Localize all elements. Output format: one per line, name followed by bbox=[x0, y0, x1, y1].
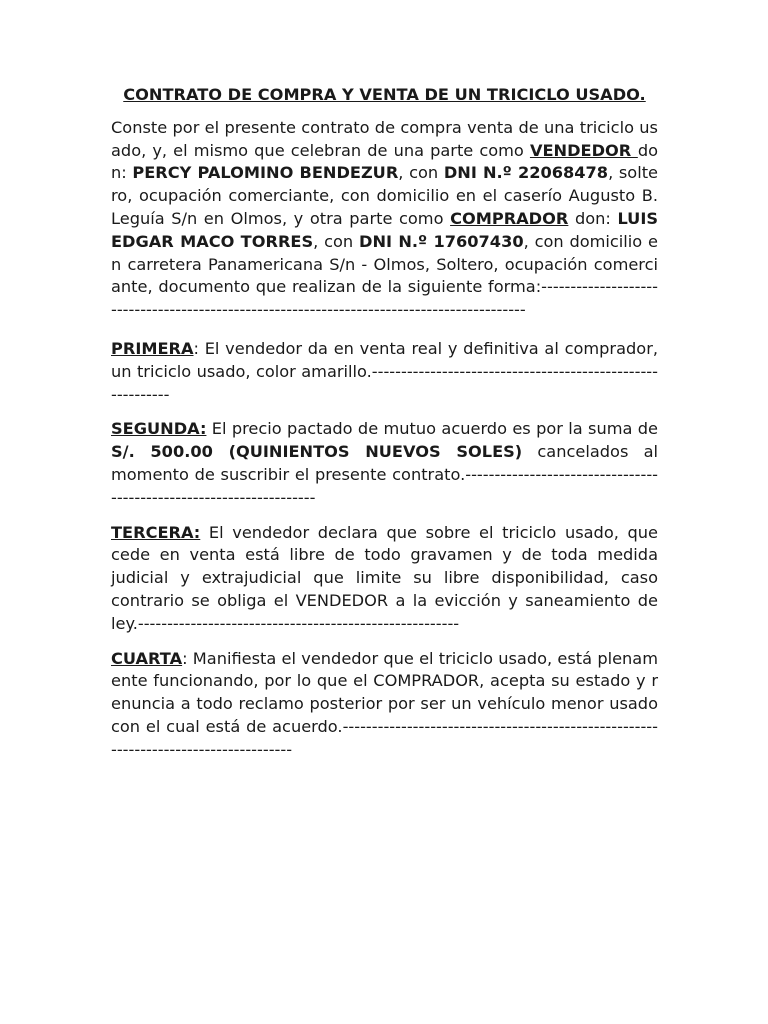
intro-text-1: Conste por el presente contrato de compra venta de una triciclo usado, y, el mismo que celebran de una parte como bbox=[111, 117, 658, 160]
clause-tercera-text: El vendedor declara que sobre el triciclo usado, que cede en venta está libre de todo gravamen y de toda medida judicial y extrajudicial que limite su libre disponibilidad, caso contrario se obliga el VENDEDOR a la evicción y saneamiento de ley.------------------------------------------------------- bbox=[111, 522, 658, 633]
vendedor-label: VENDEDOR bbox=[529, 140, 638, 160]
intro-text-7: , con domicilio en carretera Panamericana S/n - Olmos, Soltero, ocupación comerciante, documento que realizan de la siguiente forma:------------------------------------------------------------------------------------------- bbox=[111, 231, 658, 320]
intro-text-4: , soltero, ocupación comerciante, con domicilio en el caserío Augusto B. Leguía S/n en Olmos, y otra parte como bbox=[111, 163, 659, 228]
intro-text-5: don: bbox=[568, 208, 618, 228]
comprador-name: LUIS EDGAR MACO TORRES bbox=[111, 208, 659, 251]
intro-text-2: don: bbox=[111, 140, 658, 183]
clause-segunda bbox=[111, 418, 658, 509]
vendedor-name: PERCY PALOMINO BENDEZUR bbox=[132, 163, 399, 183]
contract-document bbox=[111, 84, 658, 774]
clause-segunda-text-1: El precio pactado de mutuo acuerdo es por la suma de bbox=[206, 419, 658, 439]
clause-segunda-text-2: cancelados al momento de suscribir el presente contrato.-------------------------------------------------------------------- bbox=[111, 442, 658, 507]
clause-cuarta-text: : Manifiesta el vendedor que el triciclo usado, está plenamente funcionando, por lo que el COMPRADOR, acepta su estado y renuncia a todo reclamo posterior por ser un vehículo menor usado con el cual está de acuerdo.------------------------------------------------------------------------------------- bbox=[111, 648, 658, 759]
intro-text-6: , con bbox=[313, 231, 360, 251]
clause-tercera-label: TERCERA: bbox=[111, 522, 201, 542]
clause-cuarta bbox=[111, 648, 658, 762]
clause-primera-label: PRIMERA bbox=[111, 338, 194, 358]
vendedor-dni: DNI N.º 22068478 bbox=[443, 163, 609, 183]
clause-primera bbox=[111, 338, 658, 406]
clause-tercera bbox=[111, 522, 658, 636]
comprador-label: COMPRADOR bbox=[450, 208, 569, 228]
intro-paragraph bbox=[111, 117, 658, 322]
clause-cuarta-label: CUARTA bbox=[111, 648, 183, 668]
contract-title: CONTRATO DE COMPRA Y VENTA DE UN TRICICLO USADO. bbox=[123, 85, 646, 104]
comprador-dni: DNI N.º 17607430 bbox=[359, 231, 524, 251]
clause-segunda-amount: S/. 500.00 (QUINIENTOS NUEVOS SOLES) bbox=[111, 442, 523, 462]
clause-primera-text: : El vendedor da en venta real y definitiva al comprador, un triciclo usado, color amarillo.----------------------------------------------------------- bbox=[111, 338, 658, 404]
intro-text-3: , con bbox=[398, 163, 444, 183]
clause-segunda-label: SEGUNDA: bbox=[111, 419, 207, 439]
